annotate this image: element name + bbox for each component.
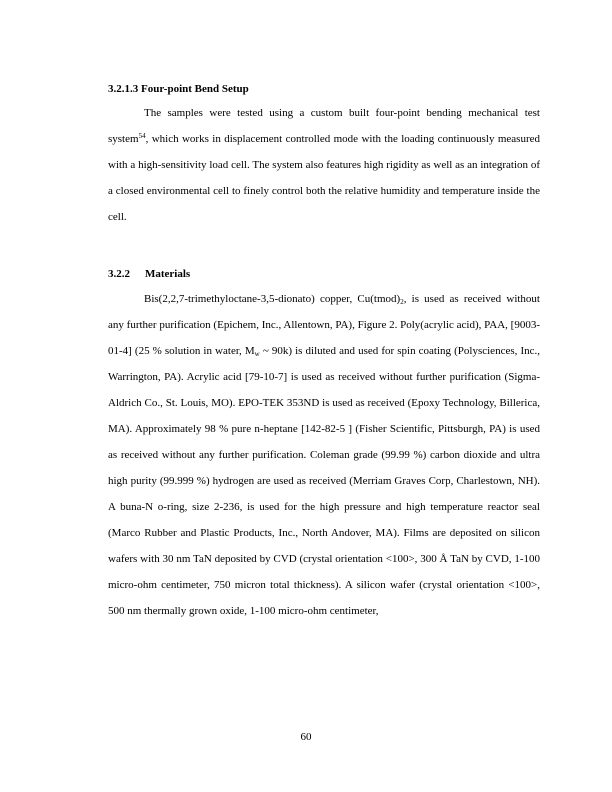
subscript-w: w (254, 350, 260, 358)
section-number: 3.2.2 (108, 268, 130, 280)
paragraph-text-part-a: Bis(2,2,7-trimethyloctane-3,5-dionato) copper, Cu(tmod) (144, 293, 401, 305)
citation-superscript: 54 (138, 132, 146, 140)
paragraph-four-point-bend (108, 100, 540, 230)
section-heading-text: 3.2.1.3 Four-point Bend Setup (108, 83, 249, 95)
section-heading-3-2-2 (108, 267, 190, 281)
paragraph-text-part-c: ~ 90k) is diluted and used for spin coating (Polysciences, Inc., Warrington, PA). Acrylic acid [79-10-7] is used as received without further purification (Sigma-Aldrich Co., St. Louis, MO). EPO-TEK 353ND is used as received (Epoxy Technology, Billerica, MA). Approximately 98 % pure n-heptane [142-82-5 ] (Fisher Scientific, Pittsburgh, PA) is used as received without any further purification. Coleman grade (99.99 %) carbon dioxide and ultra high purity (99.999 %) hydrogen are used as received (Merriam Graves Corp, Charlestown, NH). A buna-N o-ring, size 2-236, is used for the high pressure and high temperature reactor seal (Marco Rubber and Plastic Products, Inc., North Andover, MA). Films are deposited on silicon wafers with 30 nm TaN deposited by CVD (crystal orientation <100>, 300 Å TaN by CVD, 1-100 micro-ohm centimeter, 750 micron total thickness). A silicon wafer (crystal orientation <100>, 500 nm thermally grown oxide, 1-100 micro-ohm centimeter, (108, 345, 540, 617)
paragraph-text-part-a: The samples were tested using a custom built four-point bending mechanical test system (108, 107, 540, 145)
paragraph-text-part-b: , is used as received without any further purification (Epichem, Inc., Allentown, PA), Figure 2. Poly(acrylic acid), PAA, [9003-01-4] (25 % solution in water, M (108, 293, 540, 357)
subscript-2: 2 (400, 298, 404, 306)
page-number: 60 (300, 731, 312, 743)
section-heading-3-2-1-3 (108, 82, 249, 96)
paragraph-materials (108, 286, 540, 624)
paragraph-text-part-b: , which works in displacement controlled mode with the loading continuously measured with a high-sensitivity load cell. The system also features high rigidity as well as an integration of a closed environmental cell to finely control both the relative humidity and temperature inside the cell. (108, 133, 540, 223)
section-heading-text: Materials (145, 268, 191, 280)
